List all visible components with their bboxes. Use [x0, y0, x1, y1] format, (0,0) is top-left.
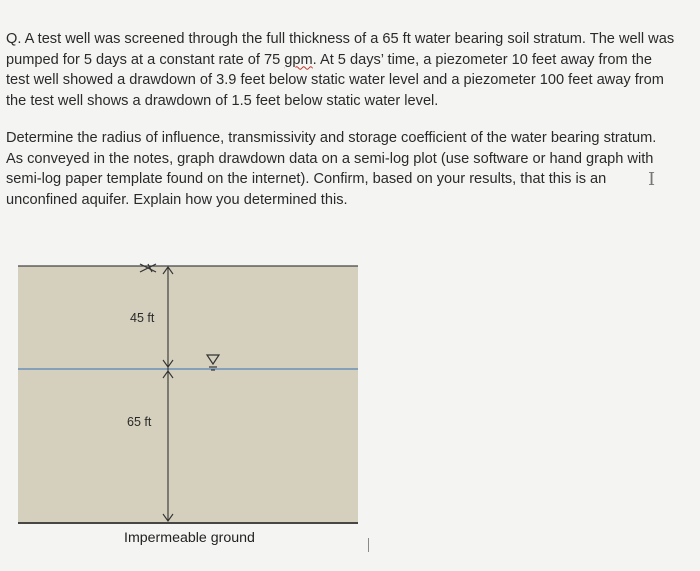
question-line-8: unconfined aquifer. Explain how you determined this.	[6, 191, 348, 208]
question-line-3: test well showed a drawdown of 3.9 feet below static water level and a piezometer 100 feet away from	[6, 72, 664, 88]
impermeable-ground-label: Impermeable ground	[124, 530, 255, 546]
question-line-1: Q. A test well was screened through the full thickness of a 65 ft water bearing soil stratum. The well was	[6, 31, 675, 47]
misspelled-word[interactable]: gpm	[284, 51, 313, 68]
question-line-5: Determine the radius of influence, transmissivity and storage coefficient of the water bearing stratum.	[6, 130, 657, 146]
question-line-7: semi-log paper template found on the internet). Confirm, based on your results, that this is an	[6, 171, 607, 187]
text-cursor-icon: I	[648, 169, 656, 190]
question-line-6: As conveyed in the notes, graph drawdown data on a semi-log plot (use software or hand graph with	[6, 150, 654, 167]
question-line-2b: . At 5 days’ time, a piezometer 10 feet away from the	[312, 51, 652, 68]
soil-stratum	[18, 266, 358, 524]
question-line-4: the test well shows a drawdown of 1.5 feet below static water level.	[6, 92, 439, 109]
upper-depth-label: 45 ft	[130, 311, 155, 325]
lower-depth-label: 65 ft	[127, 415, 152, 429]
text-caret	[368, 538, 369, 552]
question-line-2a: pumped for 5 days at a constant rate of 75	[6, 51, 285, 68]
